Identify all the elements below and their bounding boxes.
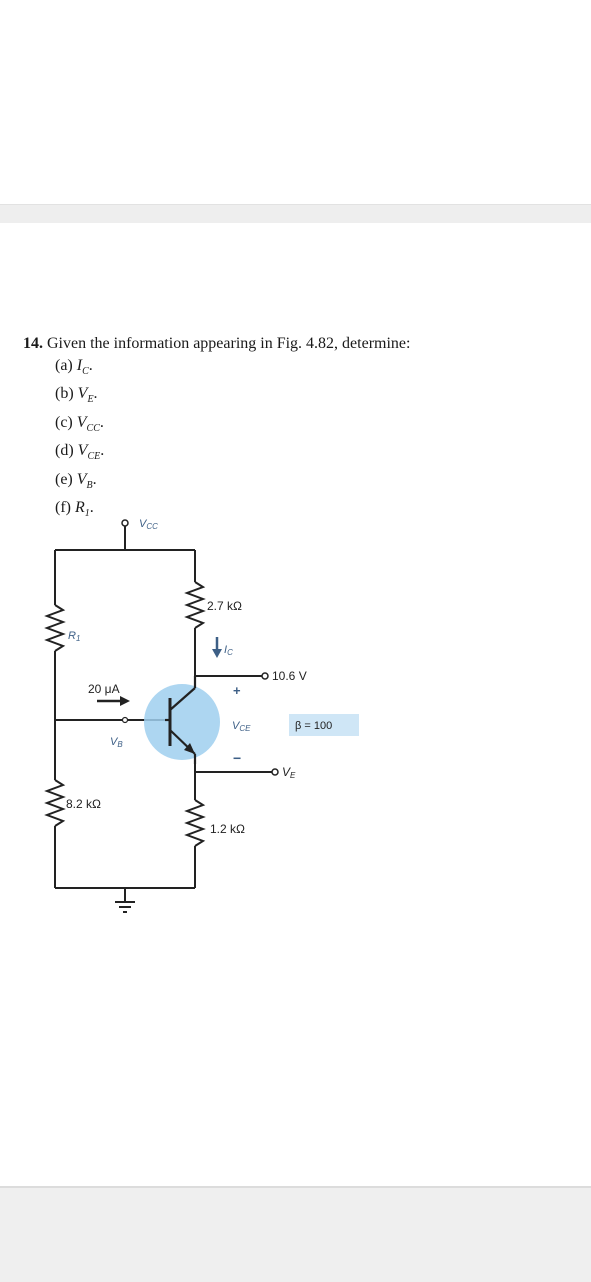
ic-arrow-head: [212, 649, 222, 658]
question-part: (a) $I_C$.: [55, 357, 93, 378]
question-prompt: [23, 333, 410, 355]
question-part: (b) $V_E$.: [55, 385, 98, 406]
page-divider-top: [0, 204, 591, 223]
ib-label: 20 μA: [88, 682, 120, 696]
ic-label: IC: [224, 644, 233, 657]
emitter-terminal: [272, 769, 278, 775]
vce-label: VCE: [232, 720, 251, 733]
collector-voltage-label: 10.6 V: [272, 669, 307, 683]
re-label: 1.2 kΩ: [210, 822, 245, 836]
r2-resistor: [47, 780, 63, 826]
rc-resistor: [187, 582, 203, 628]
circuit-diagram: [0, 510, 591, 920]
collector-terminal: [262, 673, 268, 679]
question-part: (c) $V_{CC}$.: [55, 413, 104, 435]
vce-plus-sign: +: [233, 683, 241, 698]
beta-label: β = 100: [295, 720, 333, 732]
vce-minus-sign: −: [233, 750, 242, 766]
r2-label: 8.2 kΩ: [66, 797, 101, 811]
base-node: [123, 718, 128, 723]
ib-arrow-head: [120, 696, 130, 706]
question-part: (f) $R_1$.: [55, 499, 94, 520]
page-divider-bottom: [0, 1186, 591, 1282]
question-number: 14.: [23, 335, 43, 352]
ve-label: VE: [282, 765, 296, 780]
vcc-terminal: [122, 520, 128, 526]
vcc-label: VCC: [139, 518, 158, 531]
question-parts-list: [55, 355, 104, 526]
question-part: (d) $V_{CE}$.: [55, 442, 105, 463]
transistor-highlight: [144, 684, 220, 760]
r1-label: R1: [68, 630, 81, 643]
question-text: Given the information appearing in Fig. 4.82, determine:: [47, 335, 411, 352]
rc-label: 2.7 kΩ: [207, 599, 242, 613]
question-part: (e) $V_B$.: [55, 470, 97, 492]
re-resistor: [187, 800, 203, 846]
ground-symbol: [115, 902, 135, 912]
vb-label: VB: [110, 736, 123, 749]
r1-resistor: [47, 605, 63, 651]
